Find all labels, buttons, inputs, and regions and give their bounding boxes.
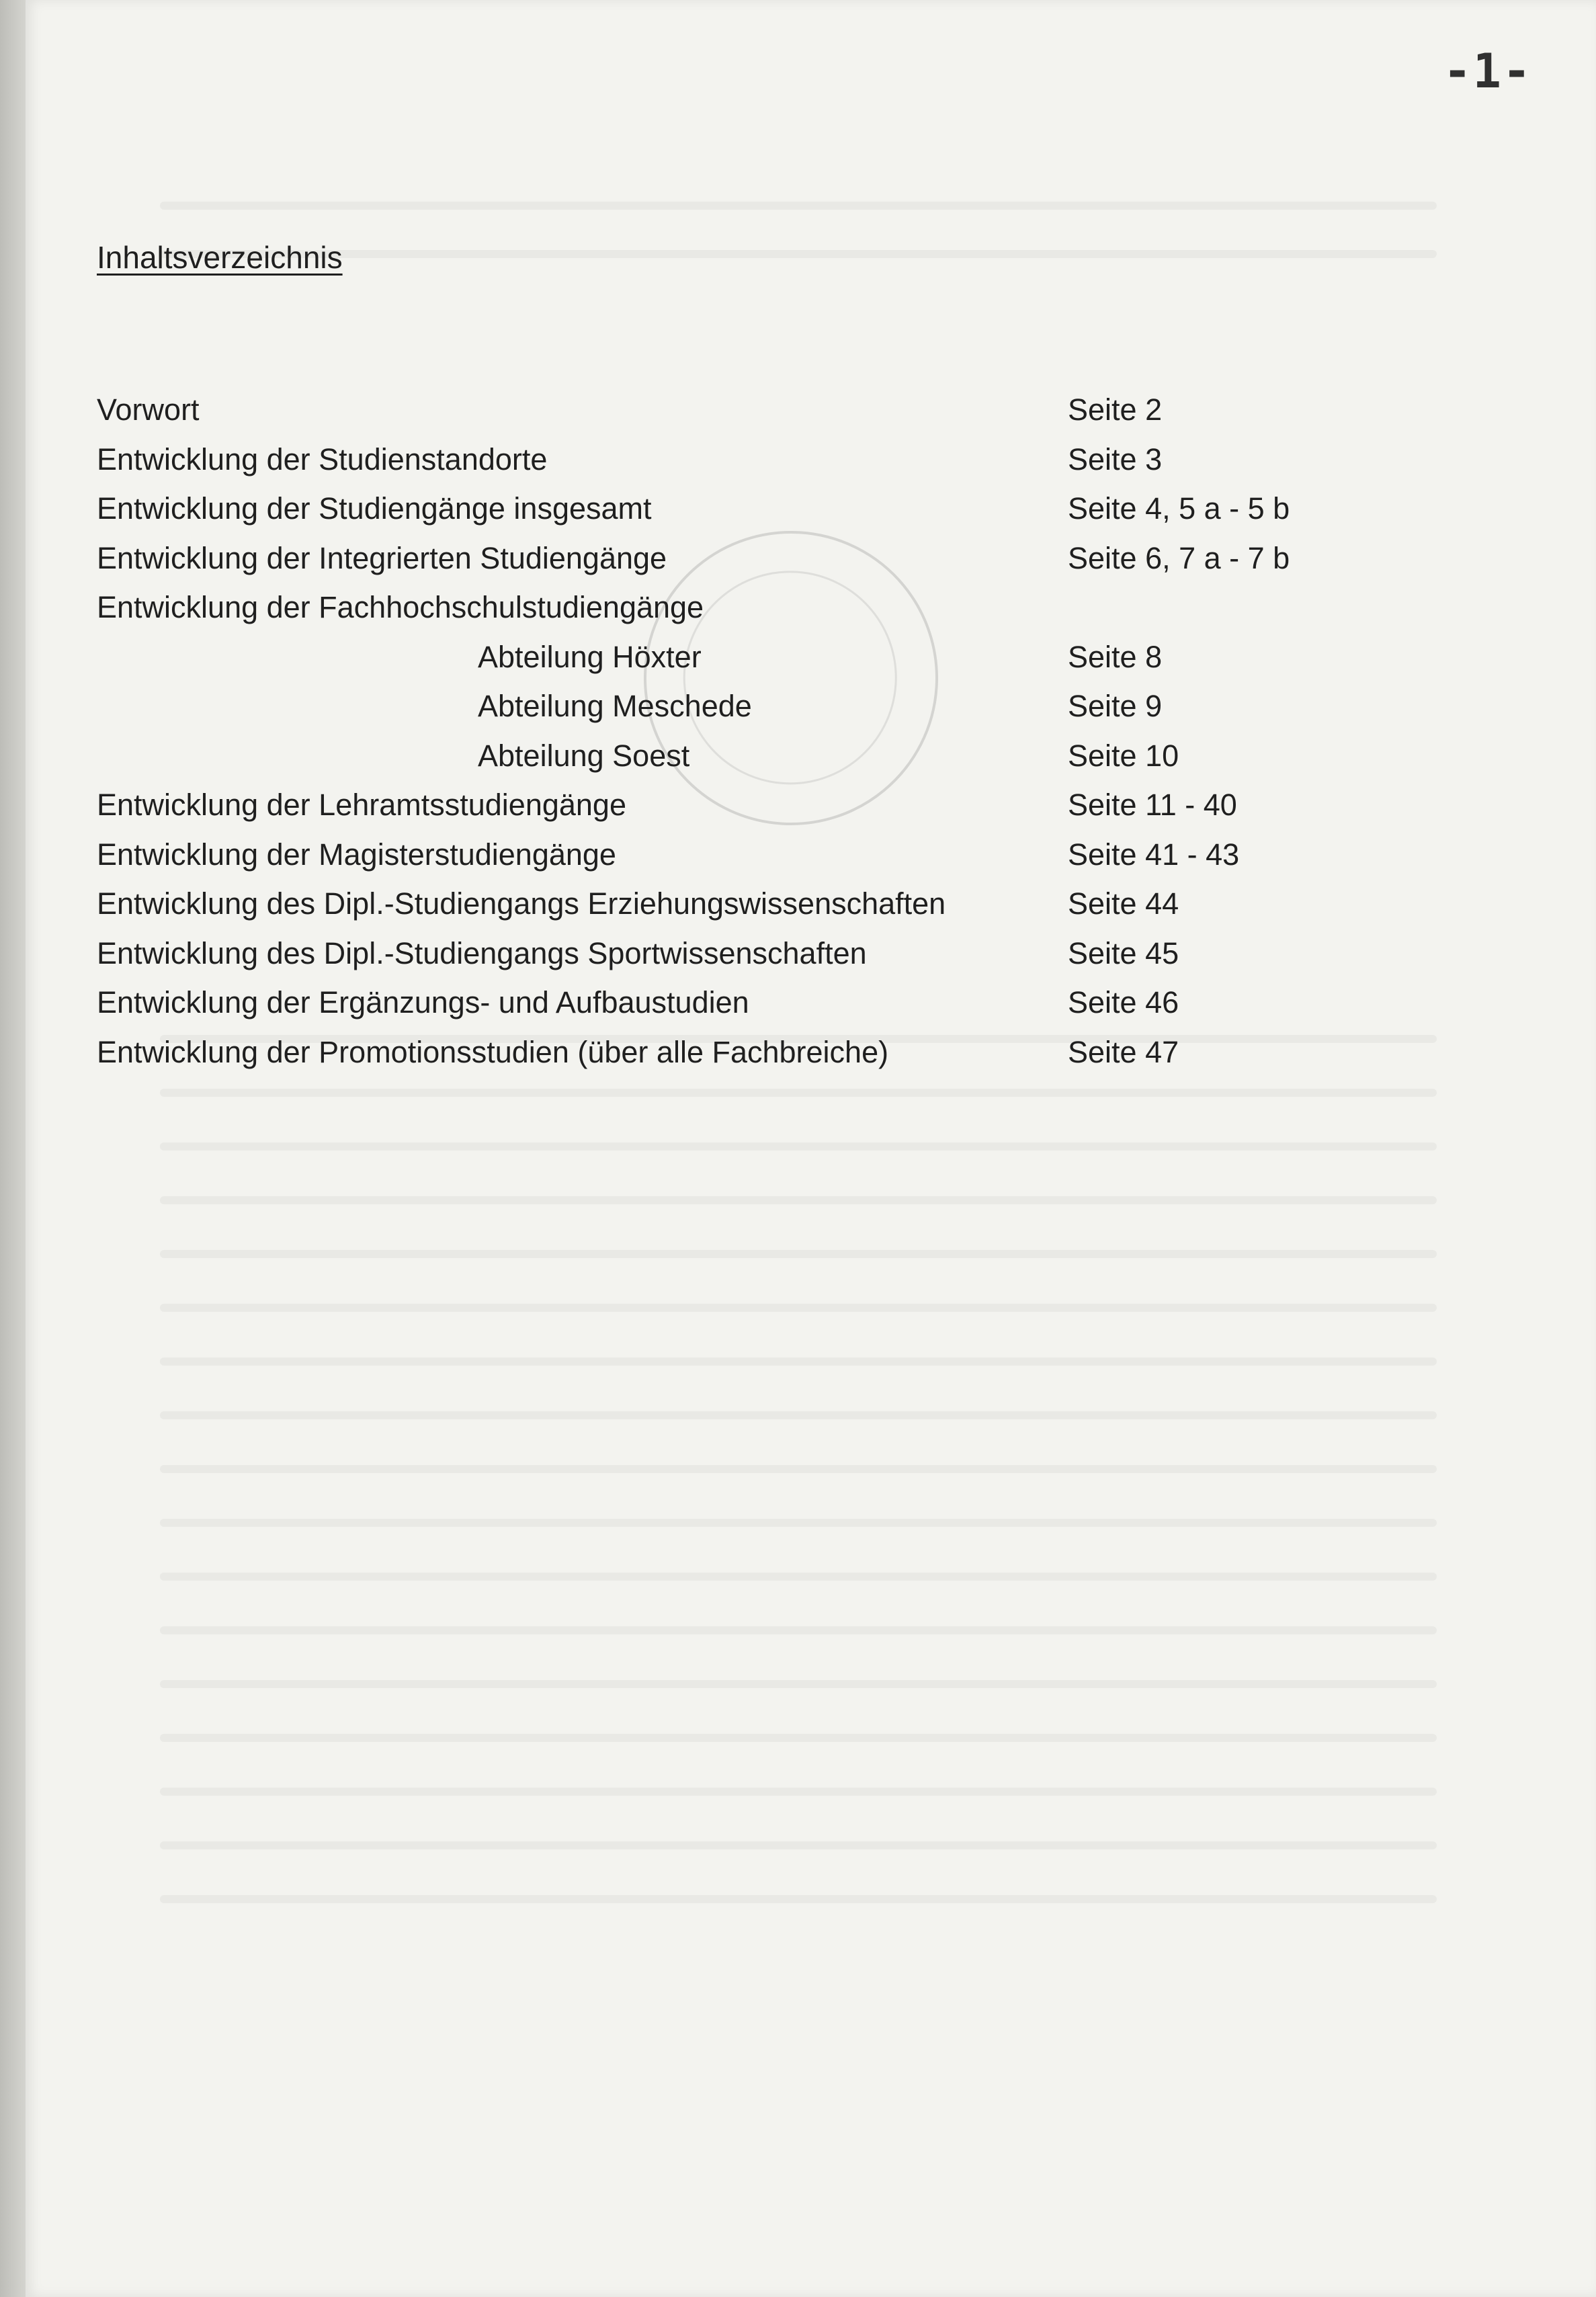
show-through-line: [160, 1788, 1437, 1796]
show-through-line: [160, 1734, 1437, 1742]
show-through-line: [160, 1895, 1437, 1903]
toc-entry-title: Entwicklung der Studiengänge insgesamt: [97, 491, 652, 526]
toc-entry-title: Entwicklung der Ergänzungs- und Aufbaustudien: [97, 985, 749, 1019]
show-through-line: [160, 1304, 1437, 1312]
show-through-line: [160, 1358, 1437, 1366]
show-through-line: [160, 1142, 1437, 1151]
toc-entry: [97, 984, 1441, 1034]
toc-entry: [97, 638, 1441, 688]
toc-entry: [97, 540, 1441, 589]
toc-entry: [97, 836, 1441, 886]
toc-entry: [97, 589, 1441, 638]
show-through-line: [160, 1841, 1437, 1849]
toc-entry-page: Seite 4, 5 a - 5 b: [1068, 491, 1290, 526]
toc-entry: [97, 885, 1441, 935]
toc-entry-title: Abteilung Höxter: [478, 639, 702, 674]
toc-entry-title: Entwicklung der Integrierten Studiengänge: [97, 540, 667, 575]
toc-entry-page: Seite 9: [1068, 689, 1163, 723]
toc-heading: Inhaltsverzeichnis: [97, 240, 343, 275]
document-page: [26, 0, 1596, 2297]
toc-entry-title: Entwicklung des Dipl.-Studiengangs Sportwissenschaften: [97, 935, 867, 970]
toc-entry-title: Abteilung Soest: [478, 738, 690, 773]
show-through-line: [160, 1196, 1437, 1204]
show-through-line: [160, 1680, 1437, 1688]
show-through-line: [160, 1626, 1437, 1634]
scan-left-edge: [0, 0, 26, 2297]
toc-entry: [97, 1034, 1441, 1083]
toc-entry-title: Vorwort: [97, 392, 200, 427]
toc-entry: [97, 935, 1441, 985]
toc-entry-title: Entwicklung der Lehramtsstudiengänge: [97, 788, 626, 822]
show-through-line: [160, 250, 1437, 258]
show-through-line: [160, 1573, 1437, 1581]
toc-entry: [97, 687, 1441, 737]
toc-entry-title: Entwicklung des Dipl.-Studiengangs Erziehungswissenschaften: [97, 886, 946, 921]
toc-entry: [97, 786, 1441, 836]
toc-entry-title: Abteilung Meschede: [478, 689, 752, 723]
toc-entry-page: Seite 8: [1068, 639, 1163, 674]
toc-entry: [97, 441, 1441, 491]
toc-entry-page: Seite 47: [1068, 1034, 1179, 1069]
show-through-line: [160, 1411, 1437, 1419]
toc-entry-page: Seite 11 - 40: [1068, 788, 1237, 822]
toc-entry-page: Seite 2: [1068, 392, 1163, 427]
toc-entry-title: Entwicklung der Magisterstudiengänge: [97, 837, 616, 872]
show-through-line: [160, 202, 1437, 210]
toc-entry-title: Entwicklung der Studienstandorte: [97, 442, 548, 476]
show-through-line: [160, 1519, 1437, 1527]
toc-entry-page: Seite 46: [1068, 985, 1179, 1019]
toc-entry-page: Seite 6, 7 a - 7 b: [1068, 540, 1290, 575]
toc-entry-page: Seite 3: [1068, 442, 1163, 476]
toc-entry-page: Seite 41 - 43: [1068, 837, 1240, 872]
toc-entry: [97, 490, 1441, 540]
show-through-line: [160, 1089, 1437, 1097]
toc-entry-title: Entwicklung der Fachhochschulstudiengänge: [97, 590, 704, 624]
toc-entry-page: Seite 44: [1068, 886, 1179, 921]
toc-entry-page: Seite 10: [1068, 738, 1179, 773]
show-through-line: [160, 1465, 1437, 1473]
toc-entry-page: Seite 45: [1068, 935, 1179, 970]
show-through-line: [160, 1250, 1437, 1258]
toc-entry: [97, 737, 1441, 787]
toc-entry: [97, 391, 1441, 441]
toc-entry-title: Entwicklung der Promotionsstudien (über alle Fachbreiche): [97, 1034, 889, 1069]
page-number: -1-: [1443, 44, 1532, 99]
table-of-contents: [97, 391, 1441, 1083]
